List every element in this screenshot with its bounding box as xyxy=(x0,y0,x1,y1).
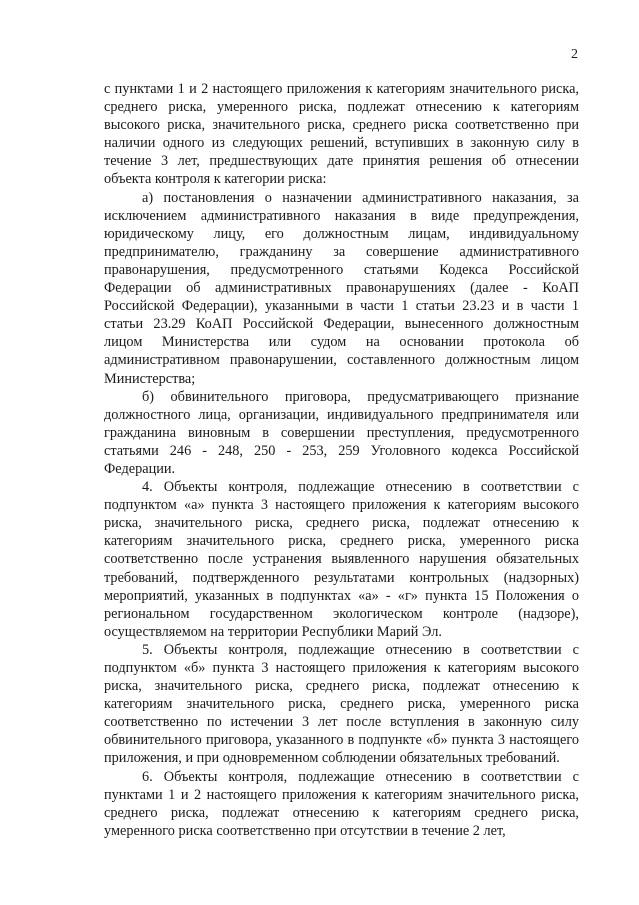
paragraph-subitem-b: б) обвинительного приговора, предусматривающего признание должностного лица, организации, индивидуального предпринимателя или гражданина виновным в совершении преступления, предусмотренного статьями 246 - 248, 250 - 253, 259 Уголовного кодекса Российской Федерации. xyxy=(104,388,579,477)
paragraph-item-5: 5. Объекты контроля, подлежащие отнесению в соответствии с подпунктом «б» пункта 3 настоящего приложения к категориям высокого риска, значительного риска, среднего риска, подлежат отнесению к категориям значительного риска, среднего риска, умеренного риска соответственно по истечении 3 лет после вступления в законную силу обвинительного приговора, указанного в подпункте «б» пункта 3 настоящего приложения, и при одновременном соблюдении обязательных требований. xyxy=(104,641,579,767)
paragraph-item-4: 4. Объекты контроля, подлежащие отнесению в соответствии с подпунктом «а» пункта 3 настоящего приложения к категориям высокого риска, значительного риска, среднего риска, подлежат отнесению к категориям значительного риска, среднего риска, умеренного риска соответственно после устранения выявленного нарушения обязательных требований, подтвержденного результатами контрольных (надзорных) мероприятий, указанных в подпунктах «а» - «г» пункта 15 Положения о региональном государственном экологическом контроле (надзоре), осуществляемом на территории Республики Марий Эл. xyxy=(104,479,579,640)
page-number: 2 xyxy=(571,47,578,62)
paragraph-subitem-a: а) постановления о назначении административного наказания, за исключением административного наказания в виде предупреждения, юридическому лицу, его должностным лицам, индивидуальному предпринимателю, гражданину за совершение административного правонарушения, предусмотренного статьями Кодекса Российской Федерации об административных правонарушениях (далее - КоАП Российской Федерации), указанными в части 1 статьи 23.23 и в части 1 статьи 23.29 КоАП Российской Федерации, вынесенного должностным лицом Министерства или судом на основании протокола об административном правонарушении, составленного должностным лицом Министерства; xyxy=(104,189,579,387)
paragraph-item-6: 6. Объекты контроля, подлежащие отнесению в соответствии с пунктами 1 и 2 настоящего приложения к категориям значительного риска, среднего риска, подлежат отнесению к категориям среднего риска, умеренного риска соответственно при отсутствии в течение 2 лет, xyxy=(104,768,579,839)
paragraph-continuation: с пунктами 1 и 2 настоящего приложения к категориям значительного риска, среднего риска, умеренного риска, подлежат отнесению к категориям высокого риска, значительного риска, среднего риска соответственно при наличии одного из следующих решений, вступивших в законную силу в течение 3 лет, предшествующих дате принятия решения об отнесении объекта контроля к категории риска: xyxy=(104,81,579,188)
document-body xyxy=(104,80,579,840)
